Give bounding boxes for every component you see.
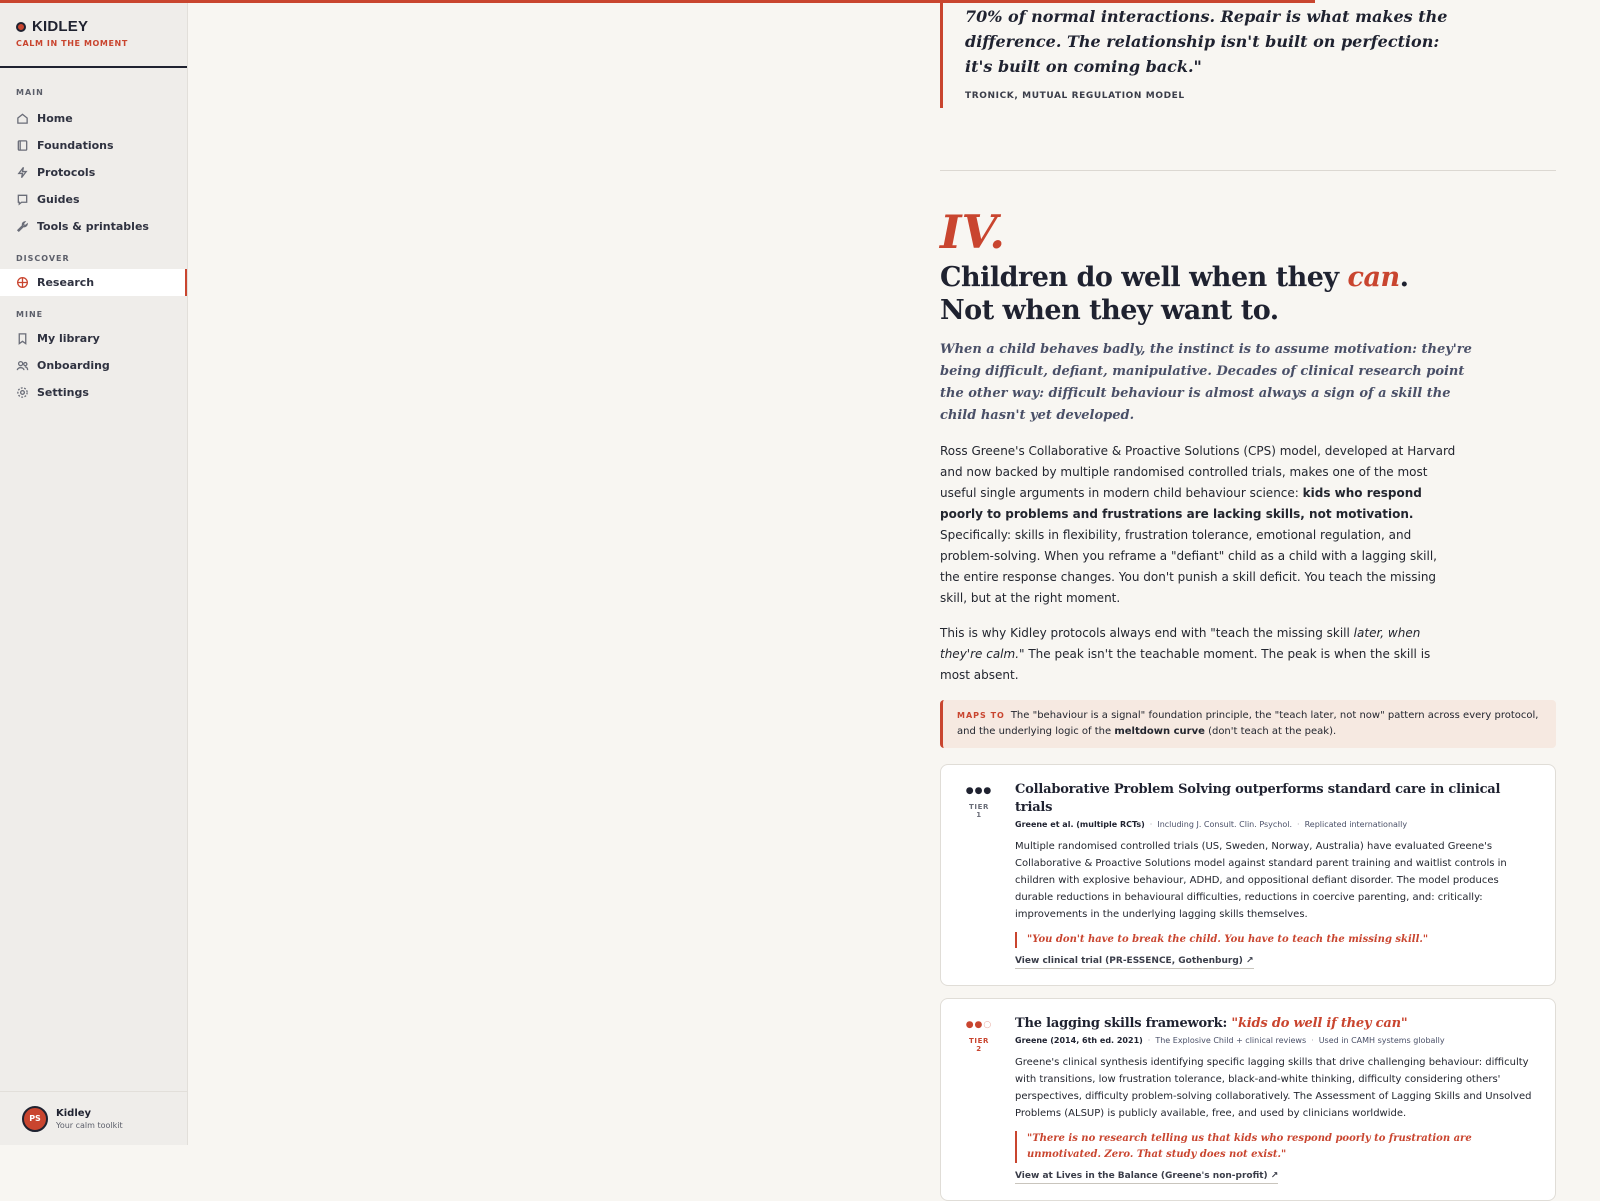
pull-quote	[940, 0, 1556, 108]
section-divider	[940, 170, 1556, 171]
body-paragraph: Ross Greene's Collaborative & Proactive Solutions (CPS) model, developed at Harvard and now backed by multiple randomised controlled trials, makes one of the most useful single arguments in modern child behaviour science: kids who respond poorly to problems and frustrations are lacking skills, not motivation. Specifically: skills in flexibility, frustration tolerance, emotional regulation, and problem-solving. When you reframe a "defiant" child as a child with a lagging skill, the entire response changes. You don't punish a skill deficit. You teach the missing skill, but at the right moment.	[940, 444, 1456, 605]
maps-to-callout: MAPS TO The "behaviour is a signal" foundation principle, the "teach later, not now" pattern across every protocol, and the underlying logic of the meltdown curve (don't teach at the peak).	[940, 700, 1556, 748]
view-lives-in-the-balance-link[interactable]: View at Lives in the Balance (Greene's non-profit) ↗	[1015, 1171, 1278, 1184]
card-summary: Multiple randomised controlled trials (US, Sweden, Norway, Australia) have evaluated Greene's Collaborative & Proactive Solutions model against standard parent training and waitlist controls in children with explosive behaviour, ADHD, and oppositional defiant disorder. The model produces durable reductions in behavioural difficulties, reductions in coercive parenting, and: critically: improvements in the underlying lagging skills themselves.	[1015, 841, 1507, 920]
wrench-icon	[16, 220, 29, 233]
heading-accent: can	[1347, 262, 1400, 293]
nav-section-discover: DISCOVER	[16, 254, 70, 263]
avatar: PS	[22, 1106, 48, 1132]
sidebar-item-label: Home	[37, 112, 73, 125]
users-icon	[16, 359, 29, 372]
book-icon	[16, 139, 29, 152]
reading-progress-bar	[0, 0, 1315, 3]
card-title: Collaborative Problem Solving outperforms standard care in clinical trials	[1015, 782, 1501, 815]
research-card	[940, 998, 1556, 1201]
sidebar-item-protocols[interactable]	[0, 159, 187, 186]
card-quote: "There is no research telling us that kids who respond poorly to frustration are unmotivated. Zero. That study does not exist."	[1015, 1131, 1537, 1163]
brand[interactable]	[0, 0, 187, 68]
brand-tagline: CALM IN THE MOMENT	[16, 39, 128, 48]
main-content	[940, 0, 1556, 1201]
pull-quote-cite: TRONICK, MUTUAL REGULATION MODEL	[965, 91, 1185, 101]
sidebar-item-label: Onboarding	[37, 359, 110, 372]
research-card	[940, 764, 1556, 986]
globe-icon	[16, 276, 29, 289]
account-name: Kidley	[56, 1107, 92, 1119]
tier-label: TIER 2	[969, 1037, 989, 1053]
sidebar-item-tools[interactable]	[0, 213, 187, 240]
tier-dots-icon: ●●○	[965, 1020, 993, 1030]
account-subtitle: Your calm toolkit	[56, 1120, 123, 1130]
sidebar-item-label: Guides	[37, 193, 80, 206]
tier-indicator	[965, 781, 993, 969]
sidebar-item-label: My library	[37, 332, 100, 345]
bolt-icon	[16, 166, 29, 179]
sidebar-item-label: Foundations	[37, 139, 114, 152]
maps-to-label: MAPS TO	[957, 711, 1005, 720]
gear-icon	[16, 386, 29, 399]
bookmark-icon	[16, 332, 29, 345]
tier-indicator	[965, 1015, 993, 1184]
card-summary: Greene's clinical synthesis identifying specific lagging skills that drive challenging behaviour: difficulty with transitions, low frustration tolerance, black-and-white thinking, difficulty considering others' perspectives, difficulty problem-solving collaboratively. The Assessment of Lagging Skills and Unsolved Problems (ALSUP) is publicly available, free, and used by clinicians worldwide.	[1015, 1057, 1532, 1119]
guide-icon	[16, 193, 29, 206]
sidebar-item-label: Research	[37, 276, 95, 289]
account-footer[interactable]	[0, 1091, 187, 1145]
brand-logo-dot	[16, 22, 26, 32]
tier-dots-icon: ●●●	[965, 786, 993, 796]
sidebar-item-settings[interactable]	[0, 379, 187, 406]
nav-section-main: MAIN	[16, 88, 44, 97]
sidebar-item-home[interactable]	[0, 105, 187, 132]
section-lede: When a child behaves badly, the instinct is to assume motivation: they're being difficult, defiant, manipulative. Decades of clinical research point the other way: difficult behaviour is almost always a sign of a skill the child hasn't yet developed.	[940, 342, 1472, 423]
sidebar-item-guides[interactable]	[0, 186, 187, 213]
sidebar-item-research[interactable]	[0, 269, 187, 296]
sidebar-item-label: Tools & printables	[37, 220, 149, 233]
sidebar-item-foundations[interactable]	[0, 132, 187, 159]
card-meta: Greene et al. (multiple RCTs) · Including J. Consult. Clin. Psychol. · Replicated internationally	[1015, 820, 1408, 829]
view-clinical-trial-link[interactable]: View clinical trial (PR-ESSENCE, Gothenburg) ↗	[1015, 956, 1254, 969]
section-numeral: IV.	[940, 205, 1006, 259]
card-title: The lagging skills framework: "kids do well if they can"	[1015, 1016, 1408, 1031]
body-paragraph: This is why Kidley protocols always end with "teach the missing skill later, when they're calm." The peak isn't the teachable moment. The peak is when the skill is most absent.	[940, 626, 1431, 682]
nav-section-mine: MINE	[16, 310, 44, 319]
card-meta: Greene (2014, 6th ed. 2021) · The Explosive Child + clinical reviews · Used in CAMH systems globally	[1015, 1036, 1445, 1045]
pull-quote-text: 70% of normal interactions. Repair is what makes the difference. The relationship isn't built on perfection: it's built on coming back."	[965, 7, 1448, 76]
sidebar-item-my-library[interactable]	[0, 325, 187, 352]
section-heading: Children do well when they can. Not when they want to.	[940, 262, 1409, 326]
brand-name: KIDLEY	[32, 18, 89, 35]
sidebar-item-label: Settings	[37, 386, 89, 399]
sidebar-item-onboarding[interactable]	[0, 352, 187, 379]
sidebar-item-label: Protocols	[37, 166, 96, 179]
sidebar	[0, 0, 188, 1145]
home-icon	[16, 112, 29, 125]
card-quote: "You don't have to break the child. You have to teach the missing skill."	[1015, 932, 1537, 948]
tier-label: TIER 1	[969, 803, 989, 819]
